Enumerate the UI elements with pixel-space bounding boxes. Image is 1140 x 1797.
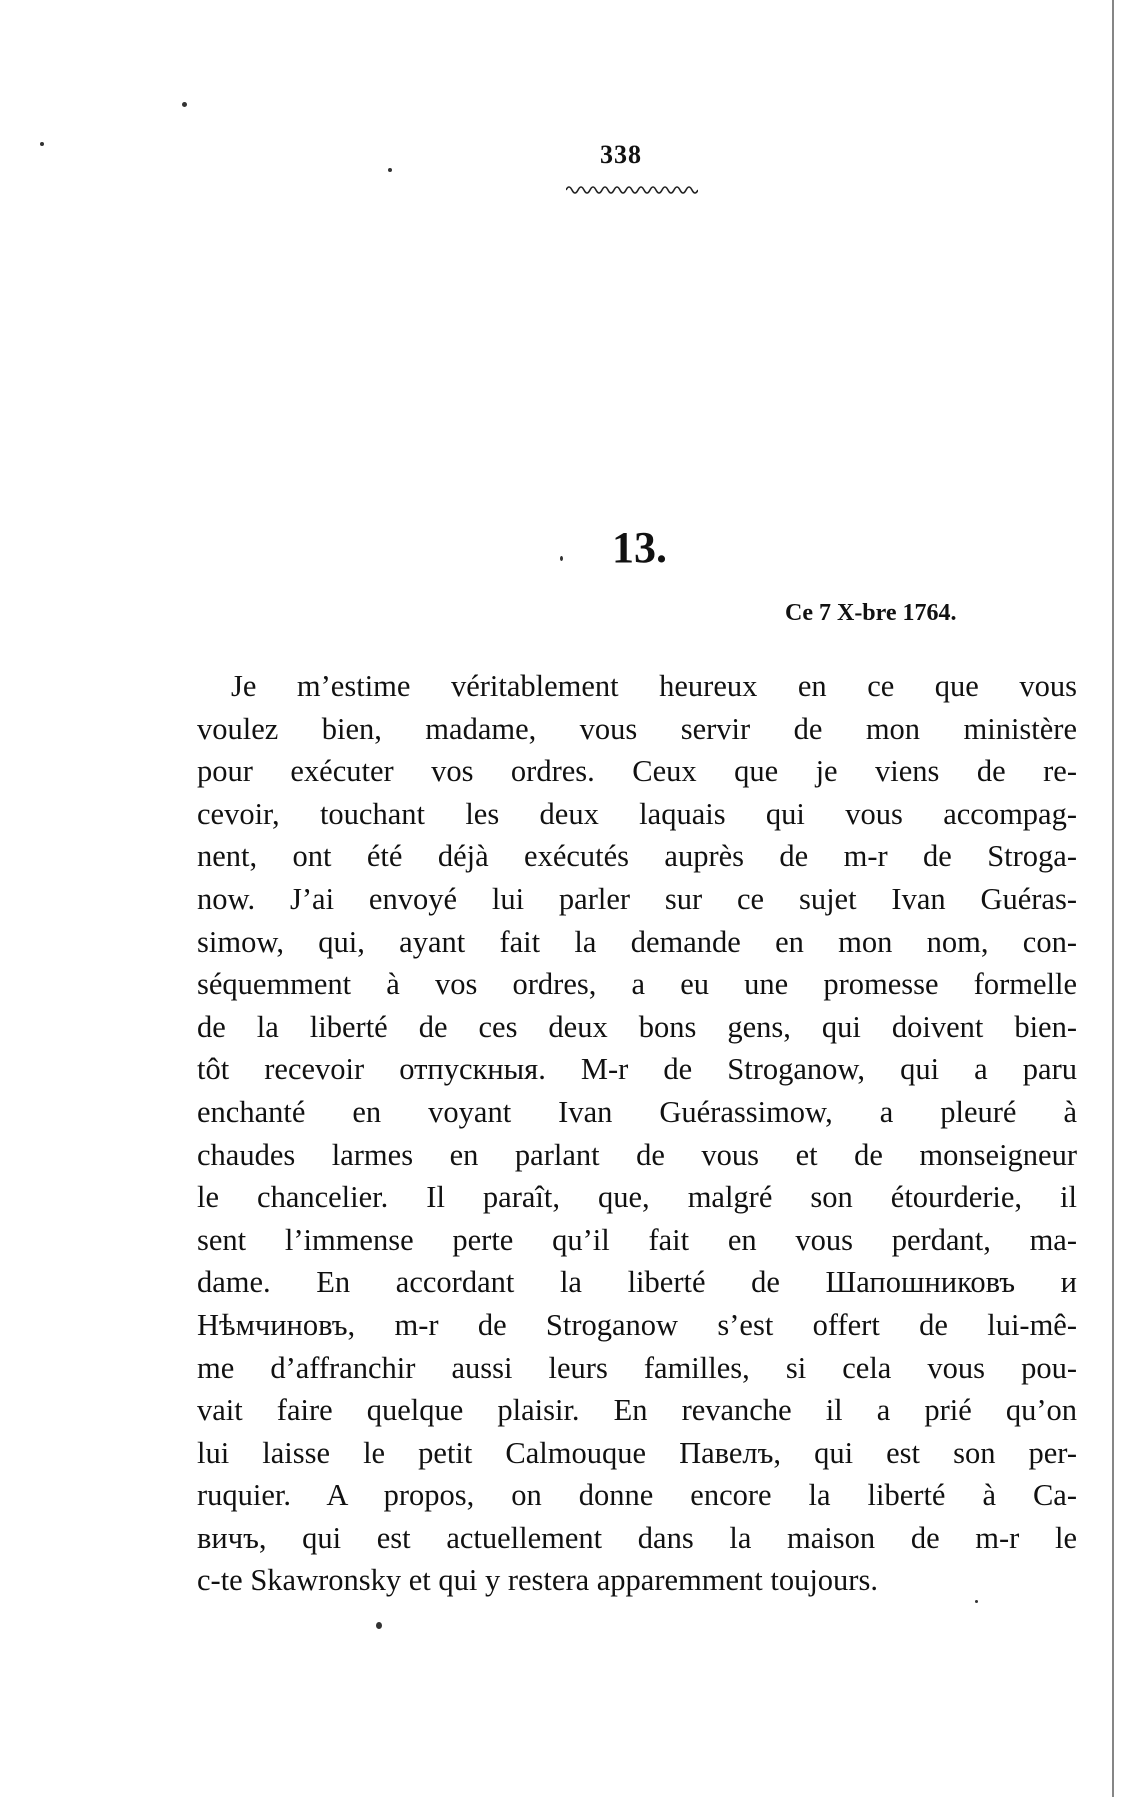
wavy-rule-ornament — [566, 182, 698, 196]
text-line: Je m’estime véritablement heureux en ce que vous — [231, 669, 1077, 703]
text-line: vait faire quelque plaisir. En revanche il a prié qu’on — [197, 1393, 1077, 1428]
text-line: Нѣмчиновъ, m-r de Stroganow s’est offert de lui-mê- — [197, 1307, 1077, 1342]
text-line: dame. En accordant la liberté de Шапошниковъ и — [197, 1265, 1077, 1300]
page-number: 338 — [600, 140, 642, 169]
scan-speck — [376, 1622, 382, 1629]
text-line: le chancelier. Il paraît, que, malgré son étourderie, il — [197, 1180, 1077, 1215]
letter-dateline: Ce 7 X-bre 1764. — [785, 600, 957, 626]
scan-speck — [388, 168, 392, 172]
text-line: вичъ, qui est actuellement dans la maison de m-r le — [197, 1520, 1077, 1555]
text-line: lui laisse le petit Calmouque Павелъ, qui est son per- — [197, 1435, 1077, 1470]
text-line: now. J’ai envoyé lui parler sur ce sujet Ivan Guéras- — [197, 881, 1077, 916]
text-line: cevoir, touchant les deux laquais qui vous accompag- — [197, 796, 1077, 831]
page-edge-line — [1112, 0, 1114, 1797]
letter-body — [197, 665, 1077, 1602]
scan-speck — [182, 102, 187, 107]
text-line: chaudes larmes en parlant de vous et de monseigneur — [197, 1137, 1077, 1172]
letter-number: 13. — [612, 523, 667, 572]
text-line: pour exécuter vos ordres. Ceux que je viens de re- — [197, 754, 1077, 789]
scan-speck — [40, 142, 44, 146]
text-line: tôt recevoir отпускныя. M-r de Stroganow, qui a paru — [197, 1052, 1077, 1087]
text-line: nent, ont été déjà exécutés auprès de m-r de Stroga- — [197, 839, 1077, 874]
text-line: voulez bien, madame, vous servir de mon ministère — [197, 711, 1077, 746]
text-line: me d’affranchir aussi leurs familles, si cela vous pou- — [197, 1350, 1077, 1385]
scan-speck — [560, 556, 563, 561]
text-line: ruquier. A propos, on donne encore la liberté à Ca- — [197, 1478, 1077, 1513]
text-line: enchanté en voyant Ivan Guérassimow, a pleuré à — [197, 1094, 1077, 1129]
scan-speck — [975, 1600, 978, 1603]
text-line: sent l’immense perte qu’il fait en vous perdant, ma- — [197, 1222, 1077, 1257]
text-line: simow, qui, ayant fait la demande en mon nom, con- — [197, 924, 1077, 959]
text-line: de la liberté de ces deux bons gens, qui doivent bien- — [197, 1009, 1077, 1044]
text-line: séquemment à vos ordres, a eu une promesse formelle — [197, 967, 1077, 1002]
text-line: c-te Skawronsky et qui y restera apparemment toujours. — [197, 1563, 878, 1598]
